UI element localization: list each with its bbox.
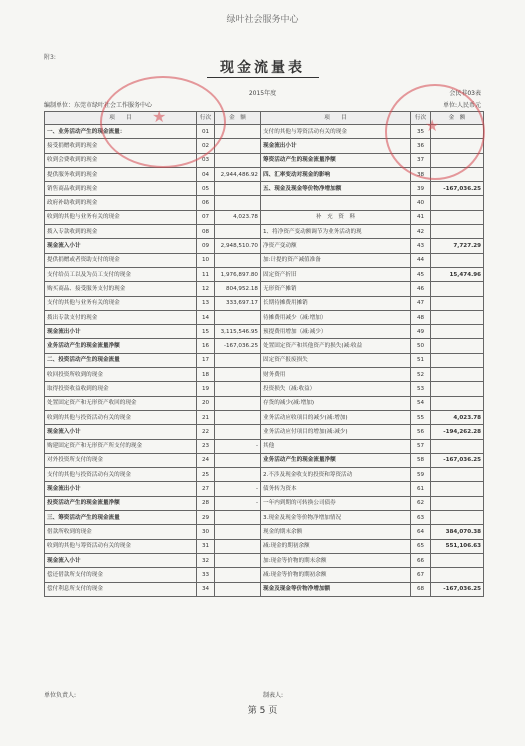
cell-left-line: 02 <box>197 139 215 153</box>
cell-right-line: 58 <box>411 453 431 467</box>
table-row <box>45 396 484 410</box>
cell-right-line: 50 <box>411 339 431 353</box>
cell-left-item: 拨入专款收到的现金 <box>45 225 197 239</box>
cell-left-line: 12 <box>197 282 215 296</box>
table-row <box>45 453 484 467</box>
cell-left-line: 29 <box>197 511 215 525</box>
table-row <box>45 468 484 482</box>
col-item-left: 项 目 <box>45 112 197 125</box>
cell-left-line: 24 <box>197 453 215 467</box>
cell-right-amount <box>431 368 484 382</box>
cell-right-item: 四、汇率变动对现金的影响 <box>261 167 411 181</box>
cell-left-line: 27 <box>197 482 215 496</box>
cell-right-item: 处置固定资产和其他资产的损失(减:收益 <box>261 339 411 353</box>
cell-left-amount <box>215 182 261 196</box>
cell-right-item: 待摊费用减少（减:增加） <box>261 310 411 324</box>
cell-left-amount: -167,036.25 <box>215 339 261 353</box>
cell-right-amount <box>431 496 484 510</box>
cell-left-amount <box>215 468 261 482</box>
cell-left-item: 现金流入小计 <box>45 425 197 439</box>
cell-right-amount <box>431 353 484 367</box>
cell-left-line: 03 <box>197 153 215 167</box>
table-row <box>45 496 484 510</box>
cell-right-item: 无形资产摊销 <box>261 282 411 296</box>
col-item-right: 项 目 <box>261 112 411 125</box>
cell-left-amount <box>215 582 261 596</box>
cell-left-item: 支付的其他与业务有关的现金 <box>45 296 197 310</box>
cell-right-item: 减:现金的期初余额 <box>261 539 411 553</box>
col-line-left: 行次 <box>197 112 215 125</box>
cell-left-line: 16 <box>197 339 215 353</box>
cell-right-line: 46 <box>411 282 431 296</box>
cell-left-line: 33 <box>197 568 215 582</box>
table-row <box>45 239 484 253</box>
cell-left-line: 11 <box>197 267 215 281</box>
table-row <box>45 511 484 525</box>
cell-right-amount <box>431 511 484 525</box>
cell-right-line: 52 <box>411 368 431 382</box>
cell-left-line: 22 <box>197 425 215 439</box>
cell-right-item: 一年内到期的可转换公司债券 <box>261 496 411 510</box>
cell-left-amount: 2,948,510.70 <box>215 239 261 253</box>
cell-right-item: 现金的期末余额 <box>261 525 411 539</box>
org-header: 绿叶社会服务中心 <box>226 15 299 25</box>
cell-left-item: 偿付利息所支付的现金 <box>45 582 197 596</box>
cell-right-line: 68 <box>411 582 431 596</box>
cell-right-item: 现金流出小计 <box>261 139 411 153</box>
cell-left-amount: 1,976,897.80 <box>215 267 261 281</box>
cell-left-line: 10 <box>197 253 215 267</box>
cell-left-amount <box>215 153 261 167</box>
cell-right-amount: 384,070.38 <box>431 525 484 539</box>
cell-right-item: 业务活动应收项目的减少(减:增加) <box>261 410 411 424</box>
cell-right-amount: 551,106.63 <box>431 539 484 553</box>
cell-right-amount <box>431 325 484 339</box>
cell-left-amount <box>215 511 261 525</box>
col-line-right: 行次 <box>411 112 431 125</box>
cell-right-line: 36 <box>411 139 431 153</box>
appendix-label: 附3: <box>44 54 56 61</box>
cell-left-item: 二、投资活动产生的现金流量 <box>45 353 197 367</box>
cell-right-amount <box>431 396 484 410</box>
cell-left-line: 19 <box>197 382 215 396</box>
cell-left-amount <box>215 553 261 567</box>
cell-left-amount <box>215 539 261 553</box>
cell-right-item: 投资损失（减:收益） <box>261 382 411 396</box>
cell-right-line: 55 <box>411 410 431 424</box>
cell-right-item: 业务活动应付项目的增加(减:减少) <box>261 425 411 439</box>
cell-left-item: 现金流出小计 <box>45 482 197 496</box>
cell-right-line: 47 <box>411 296 431 310</box>
cell-left-item: 一、业务活动产生的现金流量： <box>45 125 197 139</box>
cell-left-item: 现金流入小计 <box>45 553 197 567</box>
cell-right-amount: 7,727.29 <box>431 239 484 253</box>
cell-right-item: 存货的减少(减:增加) <box>261 396 411 410</box>
table-row <box>45 253 484 267</box>
cell-right-line: 62 <box>411 496 431 510</box>
cell-right-line: 53 <box>411 382 431 396</box>
cell-left-amount <box>215 310 261 324</box>
cell-left-amount <box>215 568 261 582</box>
cell-left-line: 01 <box>197 125 215 139</box>
cell-right-line: 64 <box>411 525 431 539</box>
table-row <box>45 296 484 310</box>
cell-left-item: 偿还借款所支付的现金 <box>45 568 197 582</box>
cell-left-item: 现金流入小计 <box>45 239 197 253</box>
cell-right-amount <box>431 282 484 296</box>
table-row <box>45 382 484 396</box>
table-row <box>45 282 484 296</box>
cell-right-item: 净资产变动额 <box>261 239 411 253</box>
cell-right-line: 42 <box>411 225 431 239</box>
cell-left-amount: 333,697.17 <box>215 296 261 310</box>
cell-right-amount <box>431 225 484 239</box>
cell-left-item: 拨出专款支付的现金 <box>45 310 197 324</box>
cash-flow-table <box>44 111 484 597</box>
cell-right-amount: -167,036.25 <box>431 453 484 467</box>
table-row <box>45 310 484 324</box>
cell-right-item: 加:计提的资产减值准备 <box>261 253 411 267</box>
cell-right-item: 3.现金及现金等价物净增加情况 <box>261 511 411 525</box>
cell-left-item: 接受捐赠收到的现金 <box>45 139 197 153</box>
table-row <box>45 339 484 353</box>
table-row <box>45 525 484 539</box>
cell-left-item: 购买商品、接受服务支付的现金 <box>45 282 197 296</box>
cell-left-amount <box>215 368 261 382</box>
cell-left-line: 30 <box>197 525 215 539</box>
cell-left-amount <box>215 410 261 424</box>
cell-right-amount <box>431 439 484 453</box>
cell-right-line: 40 <box>411 196 431 210</box>
cell-right-line: 57 <box>411 439 431 453</box>
table-row <box>45 410 484 424</box>
cell-left-line: 34 <box>197 582 215 596</box>
cell-left-item: 政府补助收到的现金 <box>45 196 197 210</box>
cell-left-line: 13 <box>197 296 215 310</box>
cell-left-item: 三、筹资活动产生的现金流量 <box>45 511 197 525</box>
cell-left-line: 07 <box>197 210 215 224</box>
cell-right-amount <box>431 210 484 224</box>
report-year: 2015年度 <box>248 90 277 97</box>
cell-left-line: 06 <box>197 196 215 210</box>
cell-right-line: 38 <box>411 167 431 181</box>
cell-right-amount <box>431 339 484 353</box>
cell-left-amount <box>215 382 261 396</box>
cell-left-item: 借款所收到的现金 <box>45 525 197 539</box>
cell-right-amount: -167,036.25 <box>431 582 484 596</box>
cell-right-amount <box>431 382 484 396</box>
cell-right-amount <box>431 482 484 496</box>
cell-left-line: 14 <box>197 310 215 324</box>
table-row <box>45 368 484 382</box>
cell-right-line: 54 <box>411 396 431 410</box>
cell-left-amount: - <box>215 482 261 496</box>
cell-left-amount <box>215 353 261 367</box>
cell-left-item: 处置固定资产和无形资产收回的现金 <box>45 396 197 410</box>
cell-right-amount: -194,262.28 <box>431 425 484 439</box>
cell-left-amount <box>215 396 261 410</box>
cell-right-item: 加:现金等价物的期末余额 <box>261 553 411 567</box>
reporting-unit: 编制单位：东莞市绿叶社会工作服务中心 <box>44 102 153 109</box>
cell-right-line: 67 <box>411 568 431 582</box>
table-row <box>45 539 484 553</box>
cell-left-line: 09 <box>197 239 215 253</box>
cell-left-amount: 2,944,486.92 <box>215 167 261 181</box>
table-row <box>45 325 484 339</box>
cell-right-amount <box>431 253 484 267</box>
cell-right-line: 51 <box>411 353 431 367</box>
cell-right-item: 长期待摊费用摊销 <box>261 296 411 310</box>
cell-right-line: 35 <box>411 125 431 139</box>
cell-left-item: 收到会费收到的现金 <box>45 153 197 167</box>
cell-left-line: 05 <box>197 182 215 196</box>
cell-right-line: 56 <box>411 425 431 439</box>
seal-star-icon: ★ <box>152 107 167 126</box>
cell-left-amount <box>215 139 261 153</box>
cell-left-line: 15 <box>197 325 215 339</box>
cell-left-item: 支付的其他与投资活动有关的现金 <box>45 468 197 482</box>
cell-left-amount <box>215 525 261 539</box>
cell-right-item: 其他 <box>261 439 411 453</box>
cell-right-amount <box>431 568 484 582</box>
table-row <box>45 439 484 453</box>
cell-right-amount <box>431 468 484 482</box>
cell-right-item: 五、现金及现金等价物净增加额 <box>261 182 411 196</box>
col-amount-left: 金 额 <box>215 112 261 125</box>
cell-left-line: 25 <box>197 468 215 482</box>
table-row <box>45 582 484 596</box>
cell-right-item: 减:现金等价物的期初余额 <box>261 568 411 582</box>
cell-right-line: 61 <box>411 482 431 496</box>
cell-left-item: 收到的其他与筹资活动有关的现金 <box>45 539 197 553</box>
table-row <box>45 553 484 567</box>
cell-right-line: 66 <box>411 553 431 567</box>
cell-left-amount: 3,115,546.95 <box>215 325 261 339</box>
table-row <box>45 267 484 281</box>
cell-right-amount: 15,474.96 <box>431 267 484 281</box>
cell-left-item: 收到的其他与业务有关的现金 <box>45 210 197 224</box>
cell-right-item: 支付的其他与筹资活动有关的现金 <box>261 125 411 139</box>
cell-right-amount <box>431 296 484 310</box>
cell-left-item: 取得投资收益收到的现金 <box>45 382 197 396</box>
cell-right-item: 业务活动产生的现金流量净额 <box>261 453 411 467</box>
cell-right-line: 37 <box>411 153 431 167</box>
cell-right-item: 固定资产折旧 <box>261 267 411 281</box>
cell-left-line: 21 <box>197 410 215 424</box>
cell-right-amount: 4,023.78 <box>431 410 484 424</box>
cell-left-line: 23 <box>197 439 215 453</box>
cell-left-item: 收到的其他与投资活动有关的现金 <box>45 410 197 424</box>
title-underline <box>207 77 319 78</box>
preparer-label: 制表人: <box>263 692 284 699</box>
cell-left-item: 购建固定资产和无形资产所支付的现金 <box>45 439 197 453</box>
seal-star-icon: ★ <box>425 116 440 135</box>
cell-left-line: 18 <box>197 368 215 382</box>
cell-left-item: 支付给员工以及为员工支付的现金 <box>45 267 197 281</box>
cell-right-item: 预提费用增加（减:减少） <box>261 325 411 339</box>
cell-left-amount: 4,023.78 <box>215 210 261 224</box>
cell-left-item: 收回投资所收到的现金 <box>45 368 197 382</box>
table-row <box>45 182 484 196</box>
cell-right-item: 财务费用 <box>261 368 411 382</box>
currency-unit: 单位:人民币元 <box>442 102 481 109</box>
cell-left-amount <box>215 253 261 267</box>
cell-right-line: 45 <box>411 267 431 281</box>
table-row <box>45 196 484 210</box>
cell-left-amount <box>215 453 261 467</box>
cell-left-item: 提供服务收到的现金 <box>45 167 197 181</box>
form-code: 会民非03表 <box>449 90 481 97</box>
table-row <box>45 482 484 496</box>
cell-left-item: 对外投资所支付的现金 <box>45 453 197 467</box>
table-row <box>45 353 484 367</box>
page-number: 第 5 页 <box>247 706 278 716</box>
cell-right-line: 63 <box>411 511 431 525</box>
cell-right-item: 现金及现金等价物净增加额 <box>261 582 411 596</box>
cell-left-amount: - <box>215 496 261 510</box>
cell-right-line: 65 <box>411 539 431 553</box>
cell-left-item: 投资活动产生的现金流量净额 <box>45 496 197 510</box>
cell-left-amount: - <box>215 439 261 453</box>
cell-right-item: 债务转为资本 <box>261 482 411 496</box>
cell-right-line: 44 <box>411 253 431 267</box>
cell-right-line: 39 <box>411 182 431 196</box>
cell-right-amount <box>431 196 484 210</box>
responsible-person-label: 单位负责人: <box>44 692 77 699</box>
table-row <box>45 210 484 224</box>
cell-left-amount <box>215 196 261 210</box>
cell-left-line: 28 <box>197 496 215 510</box>
cell-left-line: 17 <box>197 353 215 367</box>
col-amount-right: 金 额 <box>431 112 484 125</box>
cell-right-amount <box>431 310 484 324</box>
cell-left-amount: 804,952.18 <box>215 282 261 296</box>
cell-right-line: 41 <box>411 210 431 224</box>
cell-right-item: 固定资产报废损失 <box>261 353 411 367</box>
cell-right-line: 43 <box>411 239 431 253</box>
cell-left-item: 提供捐赠或者资助支付的现金 <box>45 253 197 267</box>
table-row <box>45 568 484 582</box>
cell-left-item: 业务活动产生的现金流量净额 <box>45 339 197 353</box>
cell-right-amount: -167,036.25 <box>431 182 484 196</box>
cell-right-line: 48 <box>411 310 431 324</box>
cell-right-item: 补 充 资 料 <box>261 210 411 224</box>
cell-right-item: 2.不涉及现金收支的投资和筹资活动 <box>261 468 411 482</box>
cell-left-line: 20 <box>197 396 215 410</box>
cell-right-line: 49 <box>411 325 431 339</box>
cell-left-amount <box>215 225 261 239</box>
table-row <box>45 425 484 439</box>
page-title: 现金流量表 <box>220 60 305 76</box>
cell-right-item: 1、将净资产变动额调节为业务活动的现 <box>261 225 411 239</box>
cell-right-item: 筹资活动产生的现金流量净额 <box>261 153 411 167</box>
cell-left-line: 31 <box>197 539 215 553</box>
cell-left-line: 32 <box>197 553 215 567</box>
cell-left-item: 现金流出小计 <box>45 325 197 339</box>
cell-left-amount <box>215 425 261 439</box>
cell-right-item <box>261 196 411 210</box>
cell-right-line: 59 <box>411 468 431 482</box>
cell-left-item: 销售商品收到的现金 <box>45 182 197 196</box>
cell-right-amount <box>431 553 484 567</box>
cell-left-line: 08 <box>197 225 215 239</box>
table-row <box>45 225 484 239</box>
cell-left-line: 04 <box>197 167 215 181</box>
